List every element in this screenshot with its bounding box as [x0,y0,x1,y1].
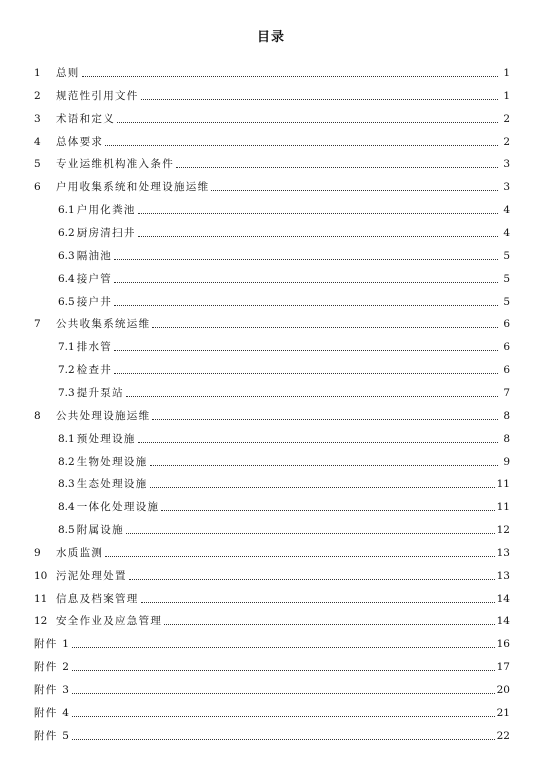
toc-entry-number: 8.5 [58,524,75,536]
toc-subentry[interactable] [58,430,510,446]
toc-entry-title: 隔油池 [76,249,113,262]
dot-leader [114,372,498,374]
toc-entry-number: 12 [34,615,48,628]
dot-leader [72,692,494,694]
toc-entry-title: 总体要求 [56,135,104,148]
dot-leader [161,509,494,511]
toc-entry[interactable] [34,64,510,80]
toc-entry-number: 1 [34,67,41,79]
toc-entry[interactable] [34,544,510,560]
toc-entry-number: 10 [34,569,48,582]
toc-entry-number: 7.2 [58,364,75,377]
dot-leader [114,349,498,351]
dot-leader [72,715,494,717]
toc-entry-page: 6 [503,341,510,354]
toc-appendix-entry[interactable] [34,658,510,674]
toc-entry-number: 8 [34,409,41,422]
toc-subentry[interactable] [58,521,510,537]
toc-entry-title: 生物处理设施 [76,455,148,468]
toc-entry-page: 8 [503,432,510,445]
dot-leader [152,418,498,420]
toc-appendix-entry[interactable] [34,727,510,743]
toc-entry-page: 13 [496,569,510,582]
toc-subentry[interactable] [58,224,510,240]
toc-entry-number: 6.1 [58,204,75,217]
dot-leader [150,464,498,466]
dot-leader [114,258,498,260]
toc-entry-number: 4 [34,135,41,148]
toc-entry-title: 公共收集系统运维 [56,318,151,331]
toc-entry-title: 附件 1 [34,638,71,651]
toc-entry-page: 1 [503,67,510,79]
toc-entry-number: 6.4 [58,272,75,285]
toc-entry[interactable] [34,87,510,103]
toc-subentry[interactable] [58,361,510,377]
toc-subentry[interactable] [58,475,510,491]
toc-entry-page: 16 [496,638,510,651]
toc-entry-number: 6.3 [58,249,75,262]
toc-entry-title: 户用化粪池 [76,204,136,217]
toc-entry[interactable] [34,155,510,171]
toc-entry-title: 安全作业及应急管理 [56,615,163,628]
toc-subentry[interactable] [58,338,510,354]
dot-leader [176,166,498,168]
toc-subentry[interactable] [58,247,510,263]
toc-entry-page: 11 [496,478,510,491]
toc-entry-title: 水质监测 [56,546,104,559]
toc-entry[interactable] [34,567,510,583]
dot-leader [138,235,498,237]
toc-appendix-entry[interactable] [34,681,510,697]
toc-entry-number: 7 [34,318,41,331]
toc-entry-page: 12 [496,524,510,536]
toc-entry-page: 11 [496,501,510,514]
toc-entry-title: 规范性引用文件 [56,89,139,102]
dot-leader [150,486,495,488]
dot-leader [114,281,498,283]
toc-entry-number: 6.2 [58,227,75,239]
dot-leader [126,395,498,397]
toc-entry-title: 接户井 [76,295,113,308]
dot-leader [72,646,494,648]
toc-entry-page: 5 [503,295,510,308]
toc-entry-number: 8.3 [58,478,75,491]
toc-entry-number: 8.2 [58,455,75,468]
dot-leader [72,738,494,740]
dot-leader [105,144,498,146]
dot-leader [152,326,498,328]
toc-entry-title: 生态处理设施 [76,478,148,491]
toc-entry-title: 总则 [56,67,80,79]
toc-entry-title: 检查井 [76,364,113,377]
toc-entry-page: 17 [496,661,510,674]
dot-leader [82,75,498,77]
toc-entry-page: 6 [503,318,510,331]
toc-entry-title: 公共处理设施运维 [56,409,151,422]
dot-leader [211,189,498,191]
toc-appendix-entry[interactable] [34,635,510,651]
toc-entry-title: 污泥处理处置 [56,569,127,582]
dot-leader [126,532,495,534]
toc-entry-page: 5 [503,249,510,262]
toc-entry-title: 专业运维机构准入条件 [56,158,174,171]
toc-entry[interactable] [34,110,510,126]
toc-subentry[interactable] [58,498,510,514]
toc-entry-number: 2 [34,89,41,102]
toc-subentry[interactable] [58,201,510,217]
dot-leader [141,98,498,100]
dot-leader [138,212,498,214]
toc-entry-title: 预处理设施 [76,432,136,445]
toc-subentry[interactable] [58,453,510,469]
toc-entry-page: 4 [503,227,510,239]
toc-entry-page: 3 [503,181,510,194]
toc-entry-title: 提升泵站 [76,386,124,399]
toc-entry-page: 9 [503,455,510,468]
toc-entry-title: 附件 4 [34,706,71,719]
toc-entry-page: 14 [496,592,510,605]
page-title: 目录 [256,30,285,45]
toc-entry-number: 3 [34,112,41,125]
toc-entry-page: 21 [496,706,510,719]
toc-entry-page: 6 [503,364,510,377]
toc-entry-page: 2 [503,112,510,125]
toc-entry-page: 2 [503,135,510,148]
dot-leader [129,578,495,580]
toc-entry-page: 5 [503,272,510,285]
toc-subentry[interactable] [58,384,510,400]
toc-entry-page: 14 [496,615,510,628]
dot-leader [72,669,494,671]
toc-entry-page: 20 [496,684,510,696]
toc-entry[interactable] [34,590,510,606]
toc-entry-page: 4 [503,204,510,217]
toc-entry-number: 7.1 [58,341,75,354]
toc-entry-page: 22 [496,729,510,742]
toc-entry-page: 8 [503,409,510,422]
toc-entry-title: 附属设施 [76,524,124,536]
toc-entry-title: 一体化处理设施 [76,501,160,514]
toc-entry-number: 8.1 [58,432,75,445]
toc-entry-title: 附件 5 [34,729,71,742]
toc-entry-page: 1 [503,89,510,102]
toc-entry-number: 6.5 [58,295,75,308]
dot-leader [164,623,494,625]
toc-entry-title: 信息及档案管理 [56,592,139,605]
toc-entry-number: 8.4 [58,501,75,514]
toc-entry-page: 3 [503,158,510,171]
toc-entry-title: 接户管 [76,272,113,285]
toc-entry-title: 户用收集系统和处理设施运维 [56,181,210,194]
dot-leader [138,441,498,443]
dot-leader [114,304,498,306]
toc-entry-number: 7.3 [58,386,75,399]
toc-subentry[interactable] [58,293,510,309]
toc-entry-number: 9 [34,546,41,559]
toc-entry-number: 6 [34,181,41,194]
toc-entry-title: 术语和定义 [56,112,115,125]
dot-leader [117,121,498,123]
toc-entry-title: 附件 2 [34,661,71,674]
toc-entry[interactable] [34,315,510,331]
toc-entry[interactable] [34,133,510,149]
toc-entry-title: 排水管 [76,341,113,354]
dot-leader [141,601,495,603]
toc-entry[interactable] [34,178,510,194]
toc-appendix-entry[interactable] [34,704,510,720]
toc-entry-page: 13 [496,546,510,559]
toc-entry-title: 厨房清扫井 [76,227,136,239]
dot-leader [105,555,494,557]
toc-entry-page: 7 [503,386,510,399]
toc-entry-title: 附件 3 [34,684,71,696]
toc-entry[interactable] [34,407,510,423]
toc-entry-number: 5 [34,158,41,171]
toc-subentry[interactable] [58,270,510,286]
toc-entry[interactable] [34,612,510,628]
toc-entry-number: 11 [34,592,48,605]
